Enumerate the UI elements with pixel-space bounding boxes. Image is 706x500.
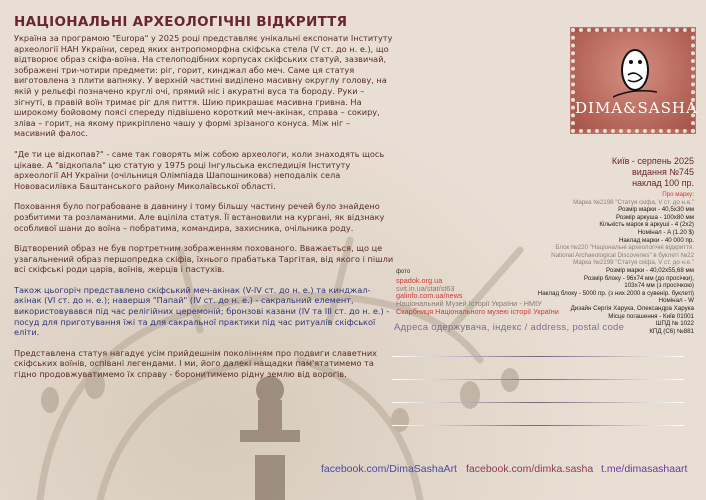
stamp-info-line: КПД (С6) №881 [649,327,694,335]
stamp-info-line: Марка №2198 "Статуя скіфа, V ст. до н.е." [573,198,694,206]
publication-info [612,156,694,189]
owl-bird-icon [613,42,659,100]
address-line[interactable] [392,379,684,380]
photo-credit-line: фото [396,269,411,275]
link-facebook-dimka-sasha[interactable]: facebook.com/dimka.sasha [466,463,594,475]
photo-credit-line: Скарбниця Національного музею історії України [396,306,559,316]
photo-credit-line: Національний Музей Історії України - НМІУ [396,299,542,309]
page-title: НАЦІОНАЛЬНІ АРХЕОЛОГІЧНІ ВІДКРИТТЯ [14,14,348,30]
address-label: Адреса одержувача, індекс / address, postal code [394,322,625,333]
paragraph-discovery: "Де ти це відкопав?" - саме так говорять між собою археологи, коли знаходять щось цікаве. А "відкопала" цю статую у 1975 році Інгульська експедиція Інституту археології АН України (очільниця Олімпіада Шапошникова) неподалік села Нововасилівка Баштанського району Миколаївської області. [14,148,385,191]
paragraph-burial: Поховання було пограбоване в давнину і тому більшу частину речей було знайдено розбитими та розламаними. Але вціліла статуя. Її встановили на кургані, як відзнаку особливої шани до воїна – побратима, командира, захисника, очільника роду. [14,201,385,233]
link-telegram[interactable]: t.me/dimasashaart [601,463,688,475]
stamp-info-line: Кількість марок в аркуші - 4 (2х2) [599,221,694,229]
paragraph-intro: Україна за програмою "Europa" у 2025 році представляє унікальні експонати Інституту археології НАН України, серед яких антропоморфна скіфська стела (V ст. до н. е.), що відтворює образ скіфа-воїна. На стелоподібних корпусах скіфських статуй, зазвичай, зображені три-чотири предмети: ріг, горит, кинджал або меч. Саме ця статуя виготовлена з плити вапняку. У верхній частині виділено масивну округлу голову, на якій у рельєфі позначено круглі очі, прямий ніс і акуратні вуса та бороду. Руки – зігнуті, в правій воїн тримає ріг для пиття. Шию прикрашає масивна гривна. На широкому бойовому поясі спереду підвішено короткий меч-акінак, справа – сокиру, зліва – горит, на якому прикріплено чашу у формі зрізаного конуса. Між ніг – масивний фалос. [14,33,393,139]
stamp-info-line: Розмір марки - 40,02х55,68 мм [606,266,694,274]
photo-credit-line: galinfo.com.ua/news [396,291,463,301]
stamp-info-line: Наклад блоку - 5000 пр. (з них 2000 в сувенір. буклеті) [537,289,694,297]
stamp-info-line: Розмір блоку - 96х74 мм (до просічки), [583,274,694,282]
address-line[interactable] [392,356,684,357]
paragraph-conclusion: Представлена статуя нагадує усім прийдешнім поколінням про подвиги славетних скіфських воїнів, оспівані легендами. І ми, його далекі нащадки пам'ятатимемо та гідно продовжуватимемо їх справу - боронитимемо рідну землю від ворогів. [14,347,378,380]
publication-issue: видання №745 [631,167,694,177]
stamp-info-line: Про марку: [662,191,694,198]
stamp-info-line: Номінал - W [658,297,694,305]
stamp-info-line: 103х74 мм (з просічкою) [624,282,694,290]
address-line[interactable] [392,402,684,403]
brand-stamp-logo [571,28,698,133]
stamp-info-line: Місце погашення - Київ 01001 [608,312,694,320]
stamp-info-line: ШПД № 1022 [655,320,694,328]
stamp-info-line: Номінал - A (1.20 $) [637,228,694,236]
address-line[interactable] [392,425,684,426]
photo-credit-line: spadok.org.ua [396,275,443,285]
link-facebook-dimasashaart[interactable]: facebook.com/DimaSashaArt [321,463,457,475]
stamp-info-line: National Archaeological Discoveries" в буклеті №22 [551,251,694,259]
stamp-info-line: Марка №2199 "Статуя скіфа, V ст. до н.е." [573,259,694,267]
stamp-info-line: Блок №220 "Національні археологічні відкриття. [555,244,694,252]
stamp-info-line: Наклад марки - 40 000 пр. [618,236,694,244]
paragraph-artifacts: Також цьогоріч представлено скіфський меч-акінак (V-IV ст. до н. е.) та кинджал-акінак (VI ст. до н. е.); навершя "Папай" (IV ст. до н. е.) - сакральний елемент, використовувався під час релігійних церемоній; бронзові казани (IV та III ст. до н. е.) - посуд для приготування їжі та для сакральної практики під час ритуалів скіфської еліти. [14,284,390,338]
publication-place-date: Київ - серпень 2025 [611,156,694,166]
photo-credits [396,269,559,316]
stamp-info-line: Розмір аркуша - 100х80 мм [615,213,694,221]
stamp-info [538,191,694,335]
article [14,14,394,390]
paragraph-image: Відтворений образ не був портретним зображенням похованого. Вважається, що це узагальнений образ першопредка скіфів, їхнього прабатька Таргітая, від якого і пішли всі скіфські роди царів, воїнів, жерців і пастухів. [14,243,394,275]
publication-print-run: наклад 100 пр. [632,178,694,188]
stamp-info-line: Дизайн Сергія Харука, Олександра Харука [570,304,694,312]
photo-credit-line: svit.in.ua/stat/st63 [396,283,455,293]
stamp-info-line: Розмір марки - 40,5х30 мм [618,206,694,214]
brand-name: DIMA&SASHA [575,99,698,117]
